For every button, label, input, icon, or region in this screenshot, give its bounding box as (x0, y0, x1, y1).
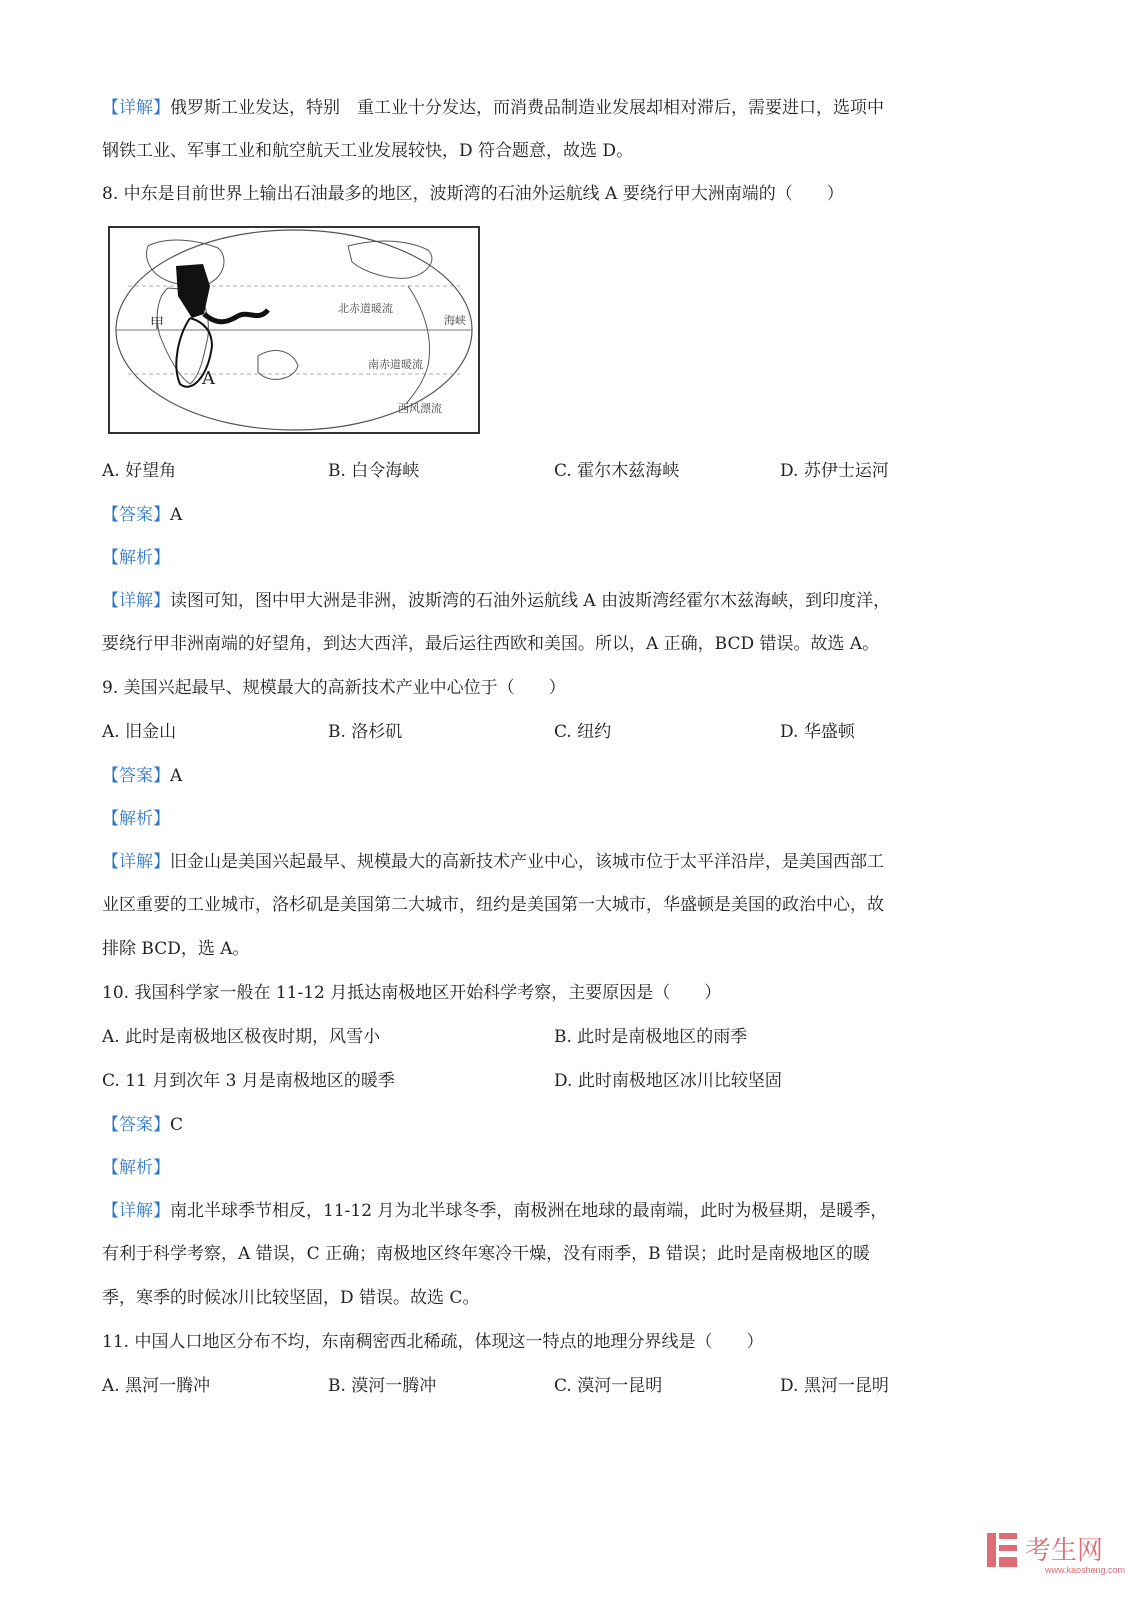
q11-option-d: D. 黑河一昆明 (780, 1376, 889, 1396)
map-label-south-current: 南赤道暖流 (368, 358, 423, 371)
map-label-north-current: 北赤道暖流 (338, 302, 393, 315)
q8-option-c: C. 霍尔木兹海峡 (554, 461, 680, 481)
q10-detail-line3: 季，寒季的时候冰川比较坚固，D 错误。故选 C。 (102, 1288, 480, 1308)
map-label-strait: 海峡 (444, 314, 466, 327)
world-map-figure (108, 226, 480, 434)
q7-detail-line2: 钢铁工业、军事工业和航空航天工业发展较快，D 符合题意，故选 D。 (102, 141, 634, 161)
q10-option-b: B. 此时是南极地区的雨季 (554, 1027, 748, 1047)
q8-stem: 8. 中东是目前世界上输出石油最多的地区，波斯湾的石油外运航线 A 要绕行甲大洲南端的（ ） (102, 184, 844, 204)
kaosheng-watermark-logo (985, 1527, 1125, 1577)
watermark-name: 考生网 (1025, 1535, 1104, 1565)
q9-detail-line3: 排除 BCD，选 A。 (102, 939, 250, 959)
q11-option-c: C. 漠河一昆明 (554, 1376, 663, 1396)
q8-detail-line2: 要绕行甲非洲南端的好望角，到达大西洋，最后运往西欧和美国。所以，A 正确，BCD 错误。故选 A。 (102, 634, 880, 654)
q9-option-d: D. 华盛顿 (780, 722, 855, 742)
q11-option-a: A. 黑河一腾冲 (102, 1376, 211, 1396)
q10-stem: 10. 我国科学家一般在 11-12 月抵达南极地区开始科学考察，主要原因是（ ） (102, 983, 722, 1003)
q9-answer: 【答案】A (102, 766, 183, 786)
q9-stem: 9. 美国兴起最早、规模最大的高新技术产业中心位于（ ） (102, 678, 566, 698)
q9-option-b: B. 洛杉矶 (328, 722, 403, 742)
q10-answer: 【答案】C (102, 1115, 184, 1135)
watermark-url: www.kaosheng.com (1045, 1565, 1125, 1575)
q9-detail-line1: 【详解】旧金山是美国兴起最早、规模最大的高新技术产业中心，该城市位于太平洋沿岸，是美国西部工 (102, 852, 884, 872)
q10-analysis-heading: 【解析】 (102, 1158, 170, 1178)
q11-stem: 11. 中国人口地区分布不均，东南稠密西北稀疏，体现这一特点的地理分界线是（ ） (102, 1332, 764, 1352)
q8-option-b: B. 白令海峡 (328, 461, 420, 481)
q9-detail-line2: 业区重要的工业城市，洛杉矶是美国第二大城市，纽约是美国第一大城市，华盛顿是美国的政治中心，故 (102, 895, 884, 915)
q10-option-a: A. 此时是南极地区极夜时期，风雪小 (102, 1027, 381, 1047)
q8-analysis-heading: 【解析】 (102, 548, 170, 568)
q10-detail-line1: 【详解】南北半球季节相反，11-12 月为北半球冬季，南极洲在地球的最南端，此时为极昼期，是暖季， (102, 1201, 888, 1221)
map-label-west-wind: 西风漂流 (398, 402, 442, 415)
q7-detail-line1: 【详解】俄罗斯工业发达，特别 重工业十分发达，而消费品制造业发展却相对滞后，需要进口，选项中 (102, 98, 884, 118)
map-label-jia: 甲 (150, 316, 164, 332)
q8-option-a: A. 好望角 (102, 461, 177, 481)
q9-option-c: C. 纽约 (554, 722, 612, 742)
q8-option-d: D. 苏伊士运河 (780, 461, 889, 481)
q9-analysis-heading: 【解析】 (102, 809, 170, 829)
q11-option-b: B. 漠河一腾冲 (328, 1376, 437, 1396)
q10-detail-line2: 有利于科学考察，A 错误，C 正确；南极地区终年寒冷干燥，没有雨季，B 错误；此时是南极地区的暖 (102, 1244, 870, 1264)
q10-option-c: C. 11 月到次年 3 月是南极地区的暖季 (102, 1071, 395, 1091)
map-label-route-a: A (202, 368, 215, 389)
q10-option-d: D. 此时南极地区冰川比较坚固 (554, 1071, 782, 1091)
q8-detail-line1: 【详解】读图可知，图中甲大洲是非洲，波斯湾的石油外运航线 A 由波斯湾经霍尔木兹海峡，到印度洋， (102, 591, 891, 611)
q8-answer: 【答案】A (102, 505, 183, 525)
q9-option-a: A. 旧金山 (102, 722, 177, 742)
